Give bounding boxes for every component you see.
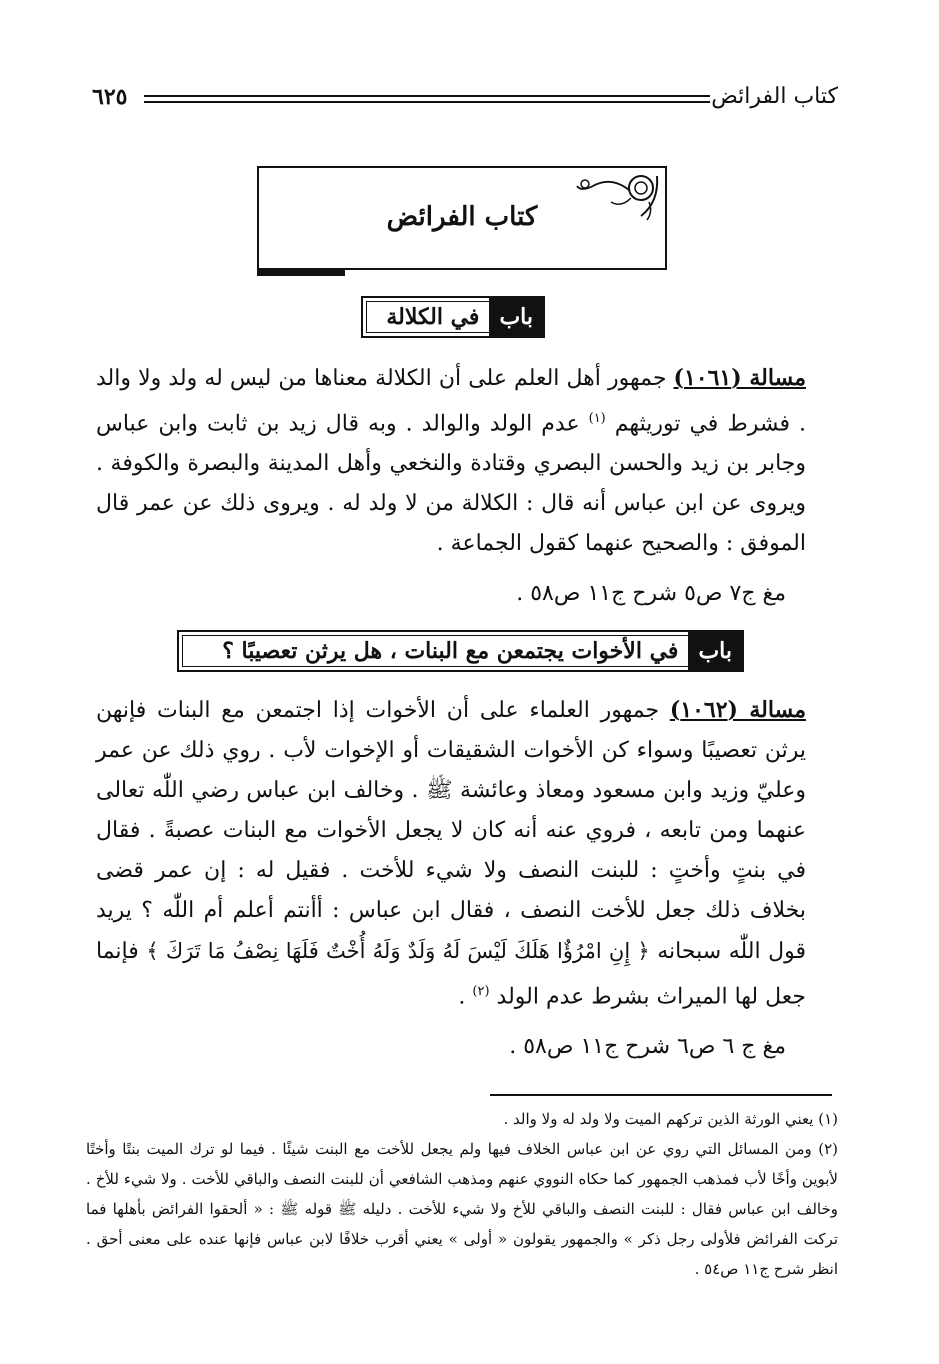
paragraph-text: فإنما جعل لها الميراث بشرط عدم الولد: [96, 939, 806, 1010]
page-number: ٦٢٥: [92, 84, 128, 110]
bab-heading-kalala: [361, 296, 545, 338]
masala-paragraph: [96, 358, 806, 564]
source-reference: مغ ج ٦ ص٦ شرح ج١١ ص٥٨ .: [509, 1034, 786, 1060]
running-title: كتاب الفرائض: [711, 84, 838, 109]
header-rule: [144, 101, 710, 103]
footnote-mark: (١): [588, 411, 606, 426]
footnotes: [86, 1104, 838, 1284]
paragraph-text: جمهور أهل العلم على أن الكلالة معناها من ليس له ولد ولا والد . فشرط في توريثهم: [96, 366, 806, 437]
paragraph-text: جمهور العلماء على أن الأخوات إذا اجتمعن مع البنات فإنهن يرثن تعصيبًا وسواء كن الأخوات الشقيقات أو الإخوات لأب . روي ذلك عن عمر وعليّ وزيد وابن مسعود ومعاذ وعائشة ﷺ . وخالف ابن عباس رضي اللّٰه تعالى عنهما ومن تابعه ، فروي عنه أنه كان لا يجعل الأخوات مع البنات عصبةً . فقال في بنتٍ وأختٍ : للبنت النصف ولا شيء للأخت . فقيل له : إن عمر قضى بخلاف ذلك جعل للأخت النصف ، فقال ابن عباس : أأنتم أعلم أم اللّٰه ؟ يريد قول اللّٰه سبحانه: [96, 698, 806, 964]
masala-paragraph: [96, 690, 806, 1017]
header-rule: [144, 95, 710, 97]
source-reference: مغ ج٧ ص٥ شرح ج١١ ص٥٨ .: [516, 581, 786, 607]
footnote-mark: (٢): [472, 984, 490, 999]
footnote-rule: [490, 1094, 832, 1096]
bab-title: في الأخوات يجتمعن مع البنات ، هل يرثن تعصيبًا ؟: [222, 638, 679, 664]
bab-title: في الكلالة: [386, 304, 480, 330]
footnote: (٢) ومن المسائل التي روي عن ابن عباس الخلاف فيها ولم يجعل للأخت مع البنت شيئًا . فيما لو ترك الميت بنتًا وأختًا لأبوين وأخًا لأب فمذهب الجمهور كما حكاه النووي عنهم ومذهب الشافعي أن للبنت النصف والباقي للأخت . ولا شيء للأخ . وخالف ابن عباس فقال : للبنت النصف والباقي للأخ ولا شيء للأخت . دليله ﷺ قوله ﷺ : « ألحقوا الفرائض بأهلها فما تركت الفرائض فلأولى رجل ذكر » والجمهور يقولون « أولى » يعني أقرب خلافًا لابن عباس فإنها عنده على معنى أحق . انظر شرح ج١١ ص٥٤ .: [86, 1140, 838, 1278]
frame-bar: [257, 268, 345, 276]
quran-verse: ﴿ إِنِ امْرُؤٌا هَلَكَ لَيْسَ لَهُ وَلَدٌ وَلَهُ أُخْتٌ فَلَهَا نِصْفُ مَا تَرَكَ ﴾: [146, 939, 650, 963]
book-title-frame: [257, 166, 667, 270]
paragraph-text: عدم الولد والوالد . وبه قال زيد بن ثابت وابن عباس وجابر بن زيد والحسن البصري وقتادة والنخعي وأهل المدينة والبصرة والكوفة . ويروى عن ابن عباس أنه قال : الكلالة من لا ولد له . ويروى ذلك عن عمر قال الموفق : والصحيح عنهما كقول الجماعة .: [96, 411, 806, 557]
section-akhawat: [96, 690, 806, 1067]
masala-label: مسالة (١٠٦١): [673, 365, 806, 391]
bab-label: باب: [688, 632, 742, 670]
paragraph-text: .: [458, 984, 466, 1010]
book-title: كتاب الفرائض: [386, 202, 538, 232]
masala-label: مسالة (١٠٦٢): [669, 697, 806, 723]
footnote: (١) يعني الورثة الذين تركهم الميت ولا ولد له ولا والد .: [503, 1110, 838, 1128]
running-header: [92, 84, 838, 114]
section-kalala: [96, 358, 806, 614]
bab-heading-akhawat: [177, 630, 744, 672]
bab-label: باب: [489, 298, 543, 336]
